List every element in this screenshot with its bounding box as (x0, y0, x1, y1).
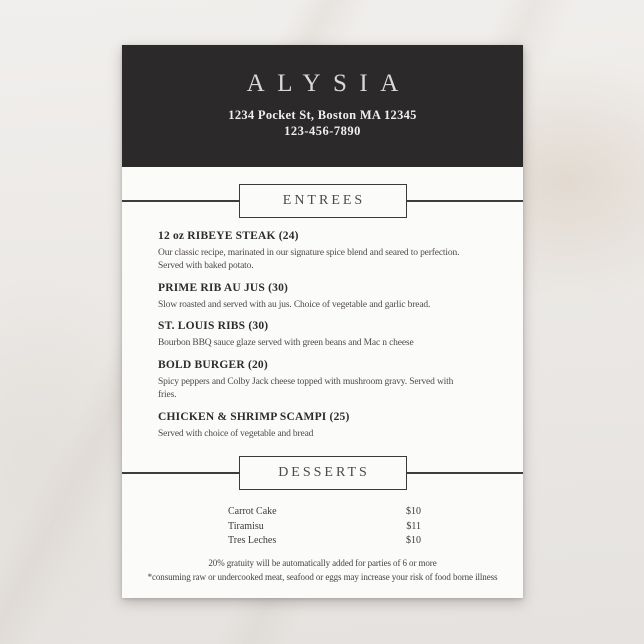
gratuity-note: 20% gratuity will be automatically added for parties of 6 or more (208, 558, 437, 568)
desserts-title-box (239, 456, 407, 490)
menu-item-name: CHICKEN & SHRIMP SCAMPI (25) (158, 410, 350, 423)
menu-header (122, 45, 523, 167)
menu-item-name: BOLD BURGER (20) (158, 359, 268, 372)
menu-item-description-line: Slow roasted and served with au jus. Choice of vegetable and garlic bread. (158, 299, 431, 310)
menu-item-description-line: fries. (158, 389, 177, 400)
restaurant-name: ALYSIA (246, 70, 411, 97)
dessert-price: $10 (406, 506, 421, 517)
desserts-section-title: DESSERTS (278, 465, 370, 480)
dessert-name: Tiramisu (228, 520, 264, 532)
restaurant-address: 1234 Pocket St, Boston MA 12345 (228, 108, 417, 122)
menu-item-chicken-shrimp-scampi (158, 410, 492, 441)
menu-item-name: ST. LOUIS RIBS (30) (158, 320, 269, 333)
menu-item-bold-burger (158, 358, 492, 402)
menu-item-st-louis-ribs (158, 319, 492, 350)
entrees-list (158, 229, 492, 449)
menu-item-description-line: Spicy peppers and Colby Jack cheese topped with mushroom gravy. Served with (158, 377, 454, 388)
entrees-section-header (122, 184, 523, 218)
entrees-section-title: ENTREES (282, 193, 366, 208)
menu-item-ribeye-steak (158, 229, 492, 273)
dessert-row-tiramisu (228, 520, 421, 535)
dessert-price: $11 (406, 520, 421, 532)
menu-item-name: 12 oz RIBEYE STEAK (24) (158, 230, 299, 242)
dessert-row-carrot-cake (228, 505, 421, 520)
restaurant-phone: 123-456-7890 (284, 124, 361, 138)
desserts-section-header (122, 456, 523, 490)
entrees-title-box (239, 184, 407, 218)
menu-item-name: PRIME RIB AU JUS (30) (158, 281, 289, 294)
dessert-name: Tres Leches (228, 535, 277, 547)
desserts-list (228, 505, 421, 549)
menu-card (122, 45, 523, 598)
menu-item-description-line: Served with baked potato. (158, 260, 254, 271)
menu-item-description-line: Served with choice of vegetable and bread (158, 428, 314, 439)
menu-item-description-line: Bourbon BBQ sauce glaze served with green beans and Mac n cheese (158, 338, 414, 349)
menu-item-prime-rib (158, 281, 492, 312)
dessert-name: Carrot Cake (228, 506, 277, 517)
health-warning-note: *consuming raw or undercooked meat, seafood or eggs may increase your risk of food borne illness (147, 572, 498, 582)
dessert-price: $10 (406, 535, 421, 547)
menu-item-description-line: Our classic recipe, marinated in our signature spice blend and seared to perfection. (158, 248, 460, 258)
dessert-row-tres-leches (228, 534, 421, 549)
menu-footer (122, 556, 523, 584)
